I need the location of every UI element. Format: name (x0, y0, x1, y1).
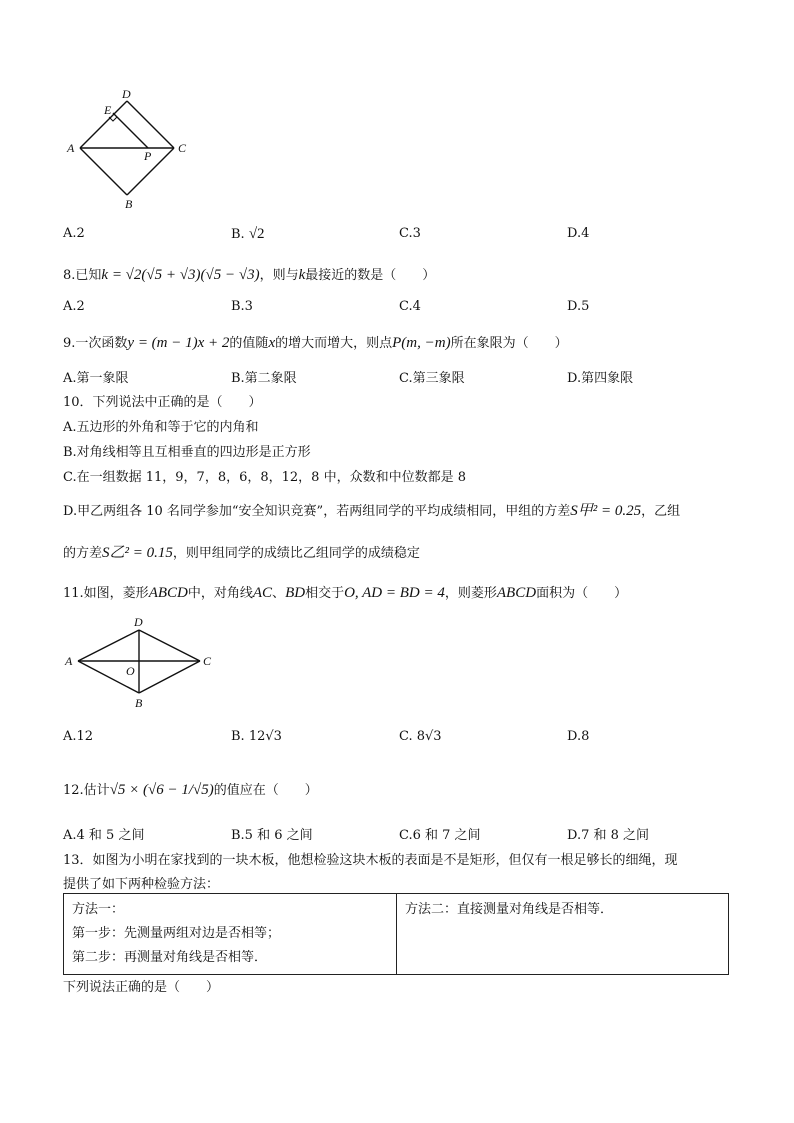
q10-stem: 10．下列说法中正确的是（ ） (63, 395, 262, 410)
q7-option-b[interactable] (231, 226, 265, 243)
q7-right-angle-mark (109, 117, 117, 121)
q10-variance-yi: S乙² = 0.15 (102, 545, 173, 561)
q12-stem-text-a: 12.估计 (63, 783, 110, 798)
q10-option-d-line2[interactable] (63, 541, 420, 562)
q11-edge-dc (139, 630, 200, 661)
q11-option-c[interactable]: C. 8√3 (399, 729, 442, 744)
q13-method-two-text: 方法二：直接测量对角线是否相等． (405, 902, 614, 917)
q13-stem-line2: 提供了如下两种检验方法： (63, 877, 220, 892)
q9-stem-text-a: 9.一次函数 (63, 336, 128, 351)
q9-stem-text-c: 的增大而增大，则点 (275, 336, 393, 351)
q7-edge-dc (127, 101, 174, 148)
q10-option-d-text-d: ，则甲组同学的成绩比乙组同学的成绩稳定 (172, 546, 420, 561)
q9-stem (63, 332, 568, 352)
q13-method-one-title: 方法一： (72, 902, 125, 917)
q8-stem-text-a: 8.已知 (63, 268, 102, 283)
q11-figure (62, 614, 222, 714)
q11-separator: 、 (272, 586, 286, 601)
q11-condition: O, AD = BD = 4 (344, 585, 445, 601)
q8-stem-text-c: 最接近的数是（ ） (305, 268, 436, 283)
q9-stem-text-b: 的值随 (229, 336, 269, 351)
q11-rhombus-name-2: ABCD (496, 585, 537, 601)
q7-label-a: A (67, 141, 75, 155)
q12-option-c[interactable]: C.6 和 7 之间 (399, 828, 481, 843)
q13-method-one-step1: 第一步：先测量两组对边是否相等； (72, 926, 281, 941)
q11-label-a: A (65, 654, 73, 668)
q9-point: P(m, −m) (392, 335, 451, 351)
q12-option-a[interactable]: A.4 和 5 之间 (63, 828, 145, 843)
q9-variable-x: x (268, 335, 276, 351)
q7-option-b-letter: B. (231, 227, 249, 242)
q7-label-p: P (144, 149, 152, 163)
q11-edge-ad (78, 630, 139, 661)
q8-option-c[interactable]: C.4 (399, 299, 421, 314)
q13-method-two-cell (397, 894, 729, 975)
q10-option-d-text-a: D.甲乙两组各 10 名同学参加“安全知识竞赛”，若两组同学的平均成绩相同，甲组的方差 (63, 504, 571, 519)
q13-method-one-step2: 第二步：再测量对角线是否相等． (72, 950, 268, 965)
q9-option-c[interactable]: C.第三象限 (399, 371, 465, 386)
q11-rhombus-name: ABCD (148, 585, 188, 601)
q7-figure (62, 86, 192, 211)
q9-option-d[interactable]: D.第四象限 (567, 371, 634, 386)
q12-stem-text-b: 的值应在（ ） (213, 783, 318, 798)
q7-option-a[interactable]: A.2 (63, 226, 85, 241)
q9-stem-text-d: 所在象限为（ ） (450, 336, 568, 351)
q13-question: 下列说法正确的是（ ） (63, 980, 220, 995)
q11-option-a[interactable]: A.12 (63, 729, 94, 744)
q10-option-b[interactable]: B.对角线相等且互相垂直的四边形是正方形 (63, 445, 311, 460)
q11-stem-text-a: 11.如图，菱形 (63, 586, 149, 601)
q7-option-c[interactable]: C.3 (399, 226, 421, 241)
q11-label-d: D (134, 615, 143, 629)
q8-option-b[interactable]: B.3 (231, 299, 253, 314)
q10-option-a[interactable]: A.五边形的外角和等于它的内角和 (63, 420, 259, 435)
q11-label-c: C (203, 654, 212, 668)
q7-label-d: D (122, 87, 131, 101)
q11-option-d[interactable]: D.8 (567, 729, 590, 744)
q8-variable-k: k (298, 267, 306, 283)
q7-label-c: C (178, 141, 187, 155)
q7-segment-pe (113, 113, 148, 148)
q8-option-d[interactable]: D.5 (567, 299, 590, 314)
q9-option-b[interactable]: B.第二象限 (231, 371, 297, 386)
q11-stem (63, 582, 627, 602)
q10-option-d-line1[interactable] (63, 499, 680, 520)
q7-label-b: B (125, 197, 133, 211)
q10-option-d-text-c: 的方差 (63, 546, 103, 561)
q11-stem-text-b: 中，对角线 (187, 586, 253, 601)
q8-stem-text-b: ，则与 (259, 268, 299, 283)
q12-stem (63, 779, 318, 799)
q10-option-c[interactable]: C.在一组数据 11，9，7，8，6，8，12，8 中，众数和中位数都是 8 (63, 470, 466, 485)
q8-expression: k = √2(√5 + √3)(√5 − √3) (101, 267, 260, 283)
q13-methods-table (63, 893, 729, 975)
q8-option-a[interactable]: A.2 (63, 299, 85, 314)
q11-stem-text-e: 面积为（ ） (536, 586, 628, 601)
q10-variance-jia: S甲² = 0.25 (570, 503, 642, 519)
q13-method-one-cell (64, 894, 397, 975)
q7-edge-ba (80, 148, 127, 195)
q11-stem-text-c: 相交于 (305, 586, 345, 601)
q11-diagonal-bd: BD (285, 585, 306, 601)
q11-stem-text-d: ，则菱形 (444, 586, 497, 601)
q13-stem-line1: 13．如图为小明在家找到的一块木板，他想检验这块木板的表面是不是矩形，但仅有一根足够长的细绳，现 (63, 853, 678, 868)
q9-option-a[interactable]: A.第一象限 (63, 371, 129, 386)
q12-option-d[interactable]: D.7 和 8 之间 (567, 828, 650, 843)
q9-function: y = (m − 1)x + 2 (127, 335, 230, 351)
q12-option-b[interactable]: B.5 和 6 之间 (231, 828, 313, 843)
q12-expression: √5 × (√6 − 1/√5) (109, 782, 214, 798)
q11-edge-cb (139, 661, 200, 693)
q11-label-b: B (135, 696, 143, 710)
q11-diagonal-ac: AC (252, 585, 273, 601)
q11-label-o: O (126, 664, 135, 678)
q11-option-b[interactable]: B. 12√3 (231, 729, 282, 744)
q8-stem (63, 264, 435, 284)
q7-option-d[interactable]: D.4 (567, 226, 590, 241)
q7-option-b-value: √2 (248, 226, 265, 242)
q10-option-d-text-b: ，乙组 (641, 504, 681, 519)
q7-label-e: E (104, 103, 112, 117)
